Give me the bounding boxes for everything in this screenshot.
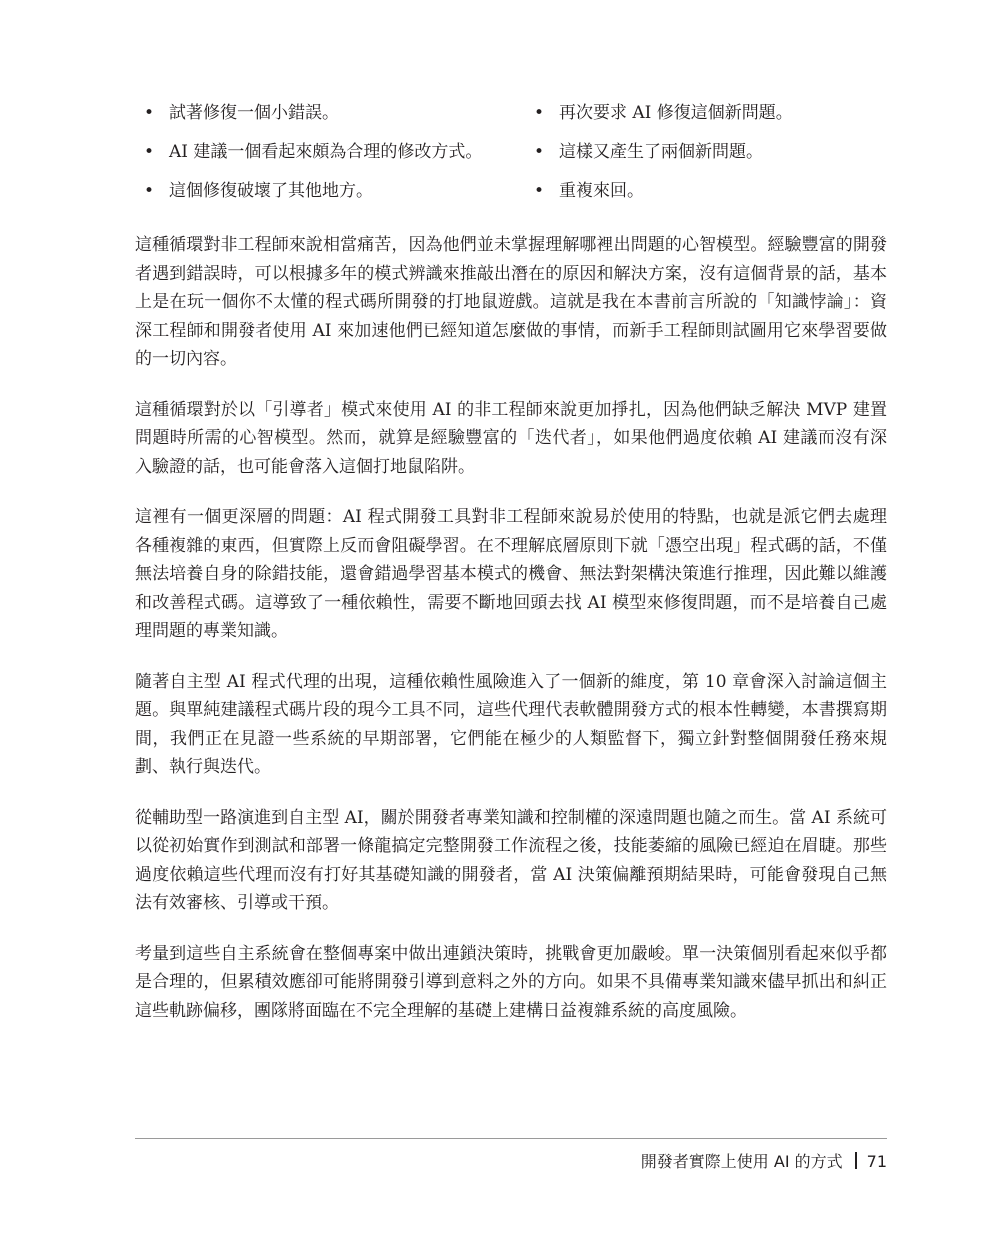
body-paragraph: 隨著自主型 AI 程式代理的出現，這種依賴性風險進入了一個新的維度，第 10 章會深入討論這個主題。與單純建議程式碼片段的現今工具不同，這些代理代表軟體開發方式的根本性轉變，本書撰寫期間，我們正在見證一些系統的早期部署，它們能在極少的人類監督下，獨立針對整個開發任務來規劃、執行與迭代。 bbox=[135, 671, 887, 777]
bullet-item bbox=[525, 100, 887, 127]
page-content bbox=[135, 100, 887, 1047]
bullet-item bbox=[135, 100, 525, 127]
body-paragraph: 這種循環對於以「引導者」模式來使用 AI 的非工程師來說更加掙扎，因為他們缺乏解決 MVP 建置問題時所需的心智模型。然而，就算是經驗豐富的「迭代者」，如果他們過度依賴 AI 建議而沒有深入驗證的話，也可能會落入這個打地鼠陷阱。 bbox=[135, 399, 887, 477]
body-paragraph: 考量到這些自主系統會在整個專案中做出連鎖決策時，挑戰會更加嚴峻。單一決策個別看起來似乎都是合理的，但累積效應卻可能將開發引導到意料之外的方向。如果不具備專業知識來儘早抓出和糾正這些軌跡偏移，團隊將面臨在不完全理解的基礎上建構日益複雜系統的高度風險。 bbox=[135, 943, 887, 1021]
bullet-list-right bbox=[525, 100, 887, 217]
page-number: 71 bbox=[866, 1152, 887, 1171]
bullet-text: 重複來回。 bbox=[559, 181, 644, 201]
bullet-icon: • bbox=[144, 142, 155, 162]
bullet-text: 這樣又產生了兩個新問題。 bbox=[559, 142, 763, 162]
page-footer bbox=[641, 1149, 887, 1172]
body-paragraph: 這裡有一個更深層的問題：AI 程式開發工具對非工程師來說易於使用的特點，也就是派它們去處理各種複雜的東西，但實際上反而會阻礙學習。在不理解底層原則下就「憑空出現」程式碼的話，不僅無法培養自身的除錯技能，還會錯過學習基本模式的機會、無法對架構決策進行推理，因此難以維護和改善程式碼。這導致了一種依賴性，需要不斷地回頭去找 AI 模型來修復問題，而不是培養自己處理問題的專業知識。 bbox=[135, 507, 887, 641]
bullet-list-left bbox=[135, 100, 525, 217]
running-footer-title: 開發者實際上使用 AI 的方式 bbox=[640, 1152, 843, 1171]
bullet-text: 試著修復一個小錯誤。 bbox=[169, 103, 339, 123]
body-paragraph: 從輔助型一路演進到自主型 AI，關於開發者專業知識和控制權的深遠問題也隨之而生。當 AI 系統可以從初始實作到測試和部署一條龍搞定完整開發工作流程之後，技能萎縮的風險已經迫在眉睫。那些過度依賴這些代理而沒有打好其基礎知識的開發者，當 AI 決策偏離預期結果時，可能會發現自己無法有效審核、引導或干預。 bbox=[135, 807, 887, 913]
bullet-icon: • bbox=[144, 181, 155, 201]
bullet-icon: • bbox=[144, 103, 155, 123]
bullet-item bbox=[135, 178, 525, 205]
bullet-icon: • bbox=[534, 181, 545, 201]
bullet-item bbox=[525, 139, 887, 166]
bullet-text: AI 建議一個看起來頗為合理的修改方式。 bbox=[169, 142, 483, 162]
bullet-icon: • bbox=[534, 142, 545, 162]
footer-separator bbox=[855, 1152, 857, 1169]
bullet-list-columns bbox=[135, 100, 887, 217]
bullet-text: 再次要求 AI 修復這個新問題。 bbox=[559, 103, 793, 123]
bullet-item bbox=[525, 178, 887, 205]
body-paragraph: 這種循環對非工程師來說相當痛苦，因為他們並未掌握理解哪裡出問題的心智模型。經驗豐富的開發者遇到錯誤時，可以根據多年的模式辨識來推敲出潛在的原因和解決方案，沒有這個背景的話，基本上是在玩一個你不太懂的程式碼所開發的打地鼠遊戲。這就是我在本書前言所說的「知識悖論」：資深工程師和開發者使用 AI 來加速他們已經知道怎麼做的事情，而新手工程師則試圖用它來學習要做的一切內容。 bbox=[135, 235, 887, 369]
bullet-item bbox=[135, 139, 525, 166]
footer-divider bbox=[135, 1138, 887, 1139]
bullet-text: 這個修復破壞了其他地方。 bbox=[169, 181, 373, 201]
bullet-icon: • bbox=[534, 103, 545, 123]
